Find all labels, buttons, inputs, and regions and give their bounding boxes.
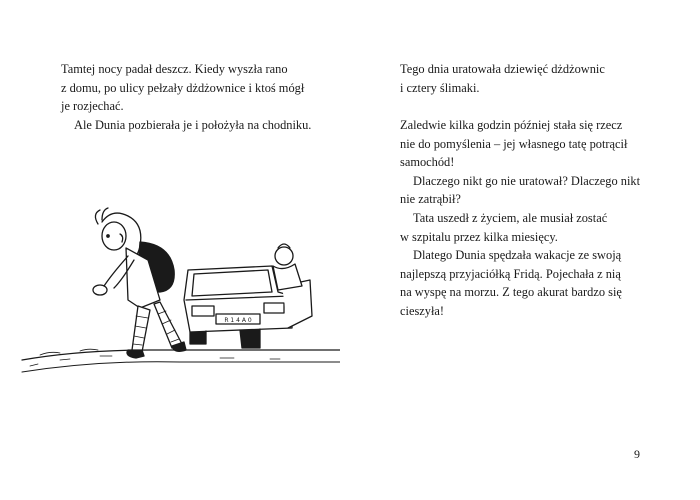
text-line: Tamtej nocy padał deszcz. Kiedy wyszła rano bbox=[61, 62, 288, 76]
car-drawing bbox=[184, 244, 312, 348]
text-line: najlepszą przyjaciółką Fridą. Pojechała z nią bbox=[400, 266, 621, 281]
text-line: Ale Dunia pozbierała je i położyła na chodniku. bbox=[74, 118, 312, 132]
text-line: Tata uszedł z życiem, ale musiał zostać bbox=[413, 210, 608, 225]
text-line: na wyspę na morzu. Z tego akurat bardzo się bbox=[400, 285, 622, 300]
text-line: w szpitalu przez kilka miesięcy. bbox=[400, 229, 558, 244]
text-line: Dlaczego nikt go nie uratował? Dlaczego nikt bbox=[413, 173, 641, 188]
text-line: cieszyła! bbox=[400, 303, 445, 318]
paragraph bbox=[400, 60, 605, 97]
text-line: Dlatego Dunia spędzała wakacje ze swoją bbox=[413, 248, 622, 263]
right-page bbox=[350, 0, 700, 500]
text-line: nie do pomyślenia – jej własnego tatę potrącił bbox=[400, 136, 628, 151]
page-number: 9 bbox=[634, 447, 640, 461]
girl-drawing bbox=[93, 208, 186, 358]
illustration-girl-and-car bbox=[20, 200, 340, 385]
text-line: nie zatrąbił? bbox=[400, 192, 461, 207]
text-line: Tego dnia uratowała dziewięć dżdżownic bbox=[400, 62, 605, 76]
paragraph bbox=[400, 116, 640, 321]
text-line: Zaledwie kilka godzin później stała się rzecz bbox=[400, 118, 623, 132]
paragraph bbox=[61, 116, 311, 135]
text-line: samochód! bbox=[400, 155, 455, 170]
license-plate-text: R 1 4 A 0 bbox=[224, 317, 252, 324]
text-line: je rozjechać. bbox=[61, 99, 124, 114]
paragraph bbox=[61, 60, 304, 116]
text-line: z domu, po ulicy pełzały dżdżownice i ktoś mógł bbox=[61, 80, 305, 95]
text-line: i cztery ślimaki. bbox=[400, 80, 480, 95]
